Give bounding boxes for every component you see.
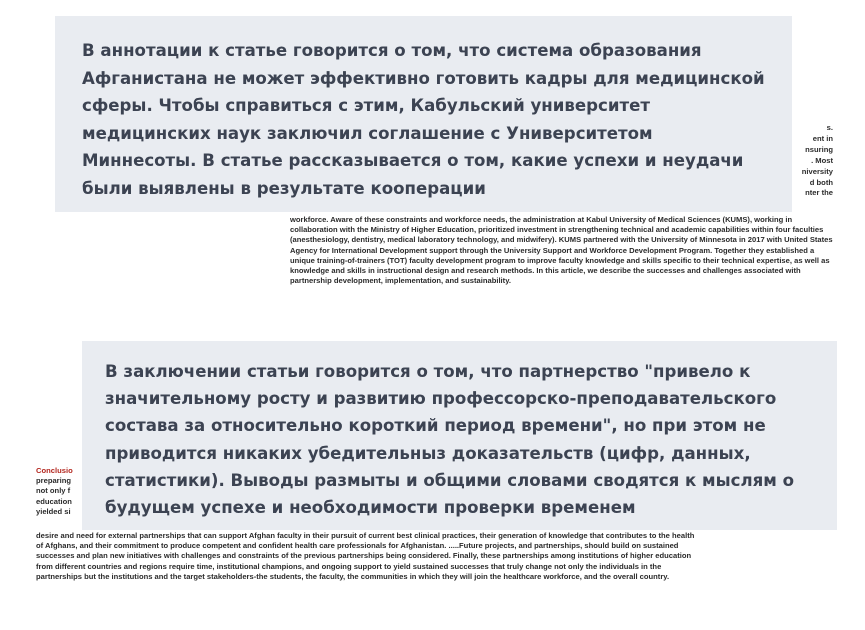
conclusion-fragment: not only f xyxy=(36,486,71,496)
conclusion-label: Conclusio xyxy=(36,466,73,475)
abstract-fragment: . Most xyxy=(811,155,833,165)
abstract-fragment: nsuring xyxy=(805,144,833,154)
abstract-fragment: s. xyxy=(826,123,833,132)
abstract-fragment: niversity xyxy=(801,166,833,176)
abstract-fragment: nter the xyxy=(805,188,833,198)
conclusion-text: desire and need for external partnerships that can support Afghan faculty in their pursuit of current best clinical practices, their generation of knowledge that contributes to the health of Afghans, and their commitment to produce competent and confident health care professionals for Afghanistan. .....Future projects, and partnerships, should build on sustained successes and plan new initiatives with challenges and constraints of the previous partnerships being considered. Finally, these partnerships among institutions of higher education from different countries and regions require time, institutional champions, and ongoing support to yield sustained successes that truly change not only the individuals in the partnerships but the institutions and the target stakeholders-the students, the faculty, the communities in which they will join the healthcare workforce, and the overall country. xyxy=(36,531,695,581)
annotation-box-conclusion xyxy=(82,341,837,530)
conclusion-fragment: education xyxy=(36,496,72,506)
annotation-box-abstract xyxy=(55,16,792,212)
abstract-fragment: d both xyxy=(809,177,833,187)
abstract-fragment: ent in xyxy=(812,133,833,143)
conclusion-fragment: yielded si xyxy=(36,506,71,516)
abstract-text: workforce. Aware of these constraints and workforce needs, the administration at Kabul University of Medical Sciences (KUMS), working in collaboration with the Ministry of Higher Education, prioritized investment in strengthening technical and academic capabilities within four faculties (anesthesiology, dentistry, medical laboratory technology, and midwifery). KUMS partnered with the University of Minnesota in 2017 with United States Agency for International Development support through the University Support and Workforce Development Program. Together they established a unique training-of-trainers (TOT) faculty development program to improve faculty knowledge and skills specific to their technical expertise, as well as knowledge and skills in instructional design and research methods. In this article, we describe the successes and challenges associated with partnership development, implementation, and sustainability. xyxy=(290,215,833,286)
annotation-text: В аннотации к статье говорится о том, что система образования Афганистана не может эффективно готовить кадры для медицинской сферы. Чтобы справиться с этим, Кабульский университет медицинских наук заключил соглашение с Университетом Миннесоты. В статье рассказывается о том, какие успехи и неудачи были выявлены в результате кооперации xyxy=(82,41,765,198)
abstract-fragments xyxy=(802,123,833,199)
annotation-text: В заключении статьи говорится о том, что партнерство "привело к значительному росту и развитию профессорско-преподавательского состава за относительно короткий период времени", но при этом не приводится никаких убедительныз доказательств (цифр, данных, статистики). Выводы размыты и общими словами сводятся к мыслям о будущем успехе и необходимости проверки временем xyxy=(105,362,795,518)
conclusion-fragment: preparing xyxy=(36,476,72,486)
